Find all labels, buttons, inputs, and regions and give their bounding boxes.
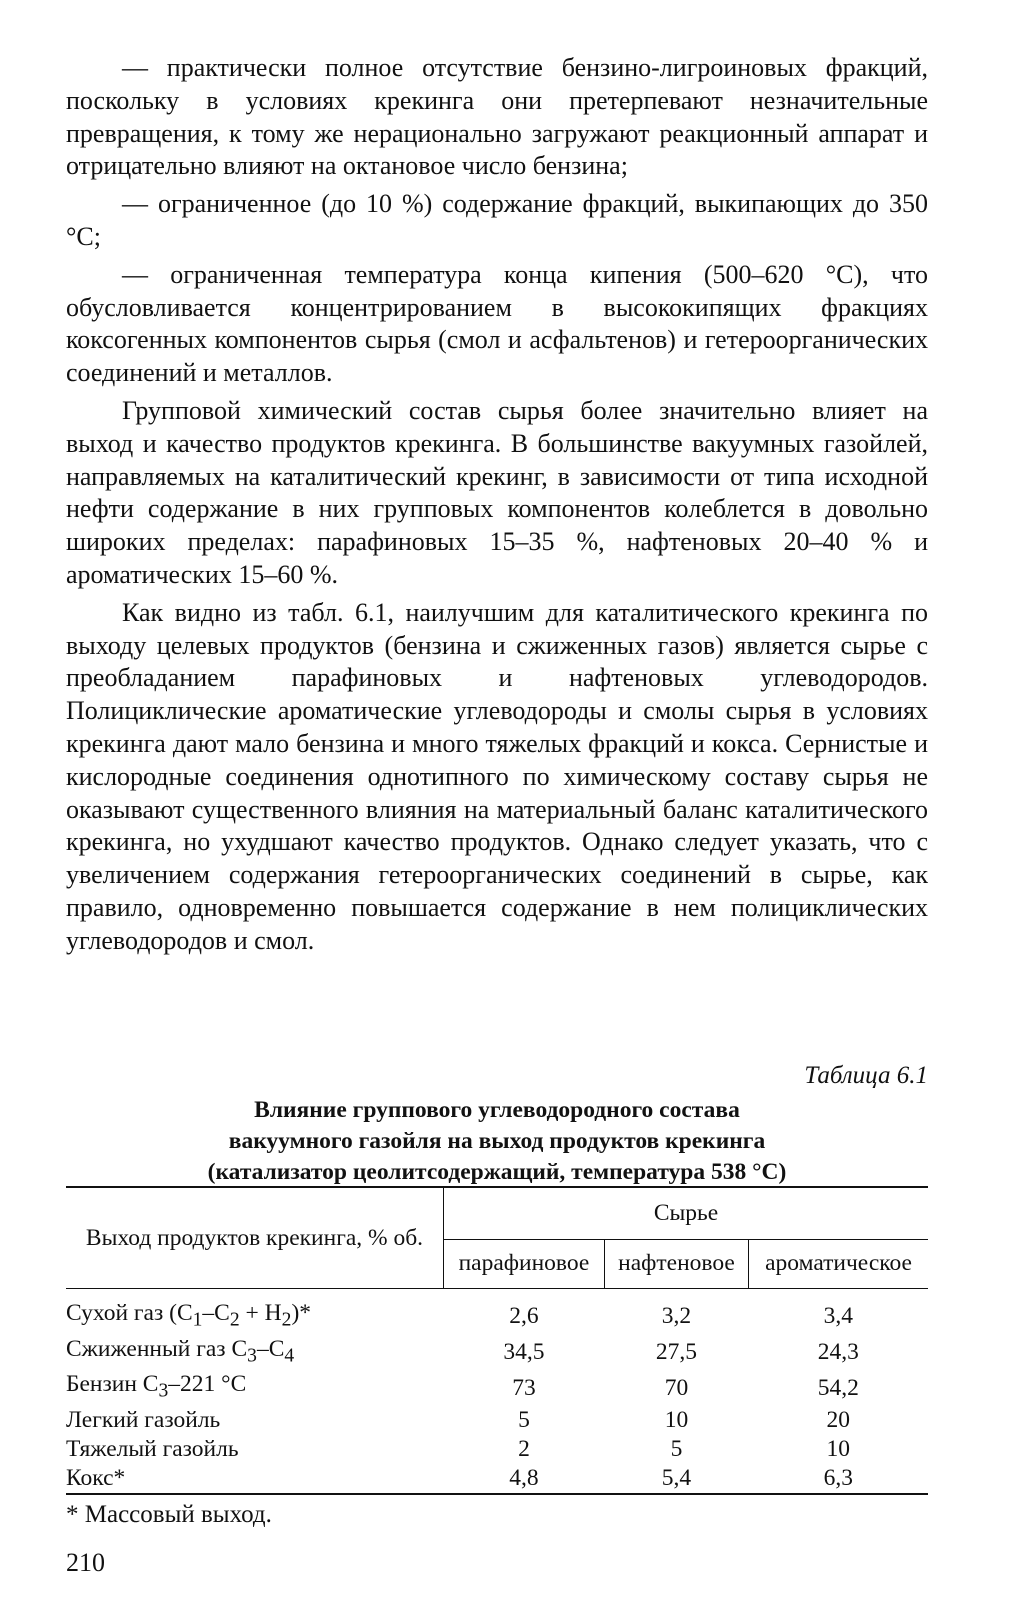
cell-value: 6,3 <box>749 1464 928 1494</box>
body-paragraph-5: Как видно из табл. 6.1, наилучшим для каталитического крекинга по выходу целевых продуктов (бензина и сжиженных газов) является сырье с преобладанием парафиновых и нафтеновых углеводородов. Полициклические ароматические углеводороды и смолы сырья в условиях крекинга дают мало бензина и много тяжелых фракций и кокса. Сернистые и кислородные соединения однотипного по химическому составу сырья не оказывают существенного влияния на материальный баланс каталитического крекинга, но ухудшают качество продуктов. Однако следует указать, что с увеличением содержания гетероорганических соединений в сырье, как правило, одновременно повышается содержание в нем полициклических углеводородов и смол. <box>66 597 928 955</box>
table-caption <box>66 1095 928 1188</box>
document-page <box>66 52 928 1577</box>
row-label: Тяжелый газойль <box>66 1436 239 1463</box>
table-row <box>66 1335 928 1371</box>
cell-value: 5 <box>518 1407 530 1434</box>
table-caption-line-2: вакуумного газойля на выход продуктов крекинга <box>228 1128 766 1154</box>
cell-value: 73 <box>512 1374 536 1401</box>
table-row <box>66 1406 928 1435</box>
yield-table <box>66 1186 928 1495</box>
row-label: Кокс* <box>66 1464 444 1494</box>
cell-value: 24,3 <box>817 1339 859 1366</box>
column-header-paraffinic: парафиновое <box>444 1239 605 1289</box>
row-label: Бензин $C_3-221$ °С <box>66 1371 247 1403</box>
table-row <box>66 1435 928 1464</box>
table-row <box>66 1289 928 1335</box>
table-caption-line-1: Влияние группового углеводородного состава <box>254 1097 740 1123</box>
body-paragraph-2: — ограниченное (до 10 %) содержание фракций, выкипающих до 350 °С; <box>66 189 928 251</box>
body-paragraph-1: — практически полное отсутствие бензино-лигроиновых фракций, поскольку в условиях крекинга они претерпевают незначительные превращения, к тому же нерационально загружают реакционный аппарат и отрицательно влияют на октановое число бензина; <box>66 53 928 181</box>
cell-value: 70 <box>664 1374 689 1401</box>
cell-value: 2 <box>518 1436 530 1463</box>
cell-value: 4,8 <box>444 1464 605 1494</box>
column-header-aromatic: ароматическое <box>749 1239 928 1289</box>
row-header: Выход продуктов крекинга, % об. <box>66 1187 444 1289</box>
body-paragraph-3: — ограниченная температура конца кипения (500–620 °С), что обусловливается концентрированием в высококипящих фракциях коксогенных компонентов сырья (смол и асфальтенов) и гетероорганических соединений и металлов. <box>66 259 928 388</box>
page-number: 210 <box>66 1548 105 1577</box>
row-label: Сухой газ $(C_1-C_2 + H_2)*$ <box>66 1300 312 1331</box>
cell-value: 3,2 <box>661 1303 692 1330</box>
cell-value: 10 <box>826 1436 851 1463</box>
row-label: Легкий газойль <box>66 1407 221 1434</box>
cell-value: 20 <box>826 1407 851 1434</box>
table-row <box>66 1464 928 1494</box>
cell-value: 27,5 <box>655 1339 698 1366</box>
footnote: * Массовый выход. <box>66 1501 272 1528</box>
cell-value: 5 <box>670 1436 683 1463</box>
cell-value: 54,2 <box>817 1374 859 1401</box>
body-paragraph-4: Групповой химический состав сырья более значительно влияет на выход и качество продуктов крекинга. В большинстве вакуумных газойлей, направляемых на каталитический крекинг, в зависимости от типа исходной нефти содержание в них групповых компонентов колеблется в довольно широких пределах: парафиновых 15–35 %, нафтеновых 20–40 % и ароматических 15–60 %. <box>66 395 928 589</box>
table-caption-line-3: (катализатор цеолитсодержащий, температура 538 °С) <box>207 1159 787 1185</box>
cell-value: 5,4 <box>604 1464 748 1494</box>
row-label: Сжиженный газ $C_3-C_4$ <box>66 1335 295 1367</box>
cell-value: 3,4 <box>823 1303 853 1330</box>
table-row <box>66 1370 928 1406</box>
cell-value: 10 <box>664 1407 689 1434</box>
table-label: Таблица 6.1 <box>804 1062 928 1089</box>
feedstock-header: Сырье <box>444 1187 929 1239</box>
column-header-naphthenic: нафтеновое <box>604 1239 748 1289</box>
cell-value: 34,5 <box>503 1339 545 1366</box>
cell-value: 2,6 <box>509 1303 539 1330</box>
